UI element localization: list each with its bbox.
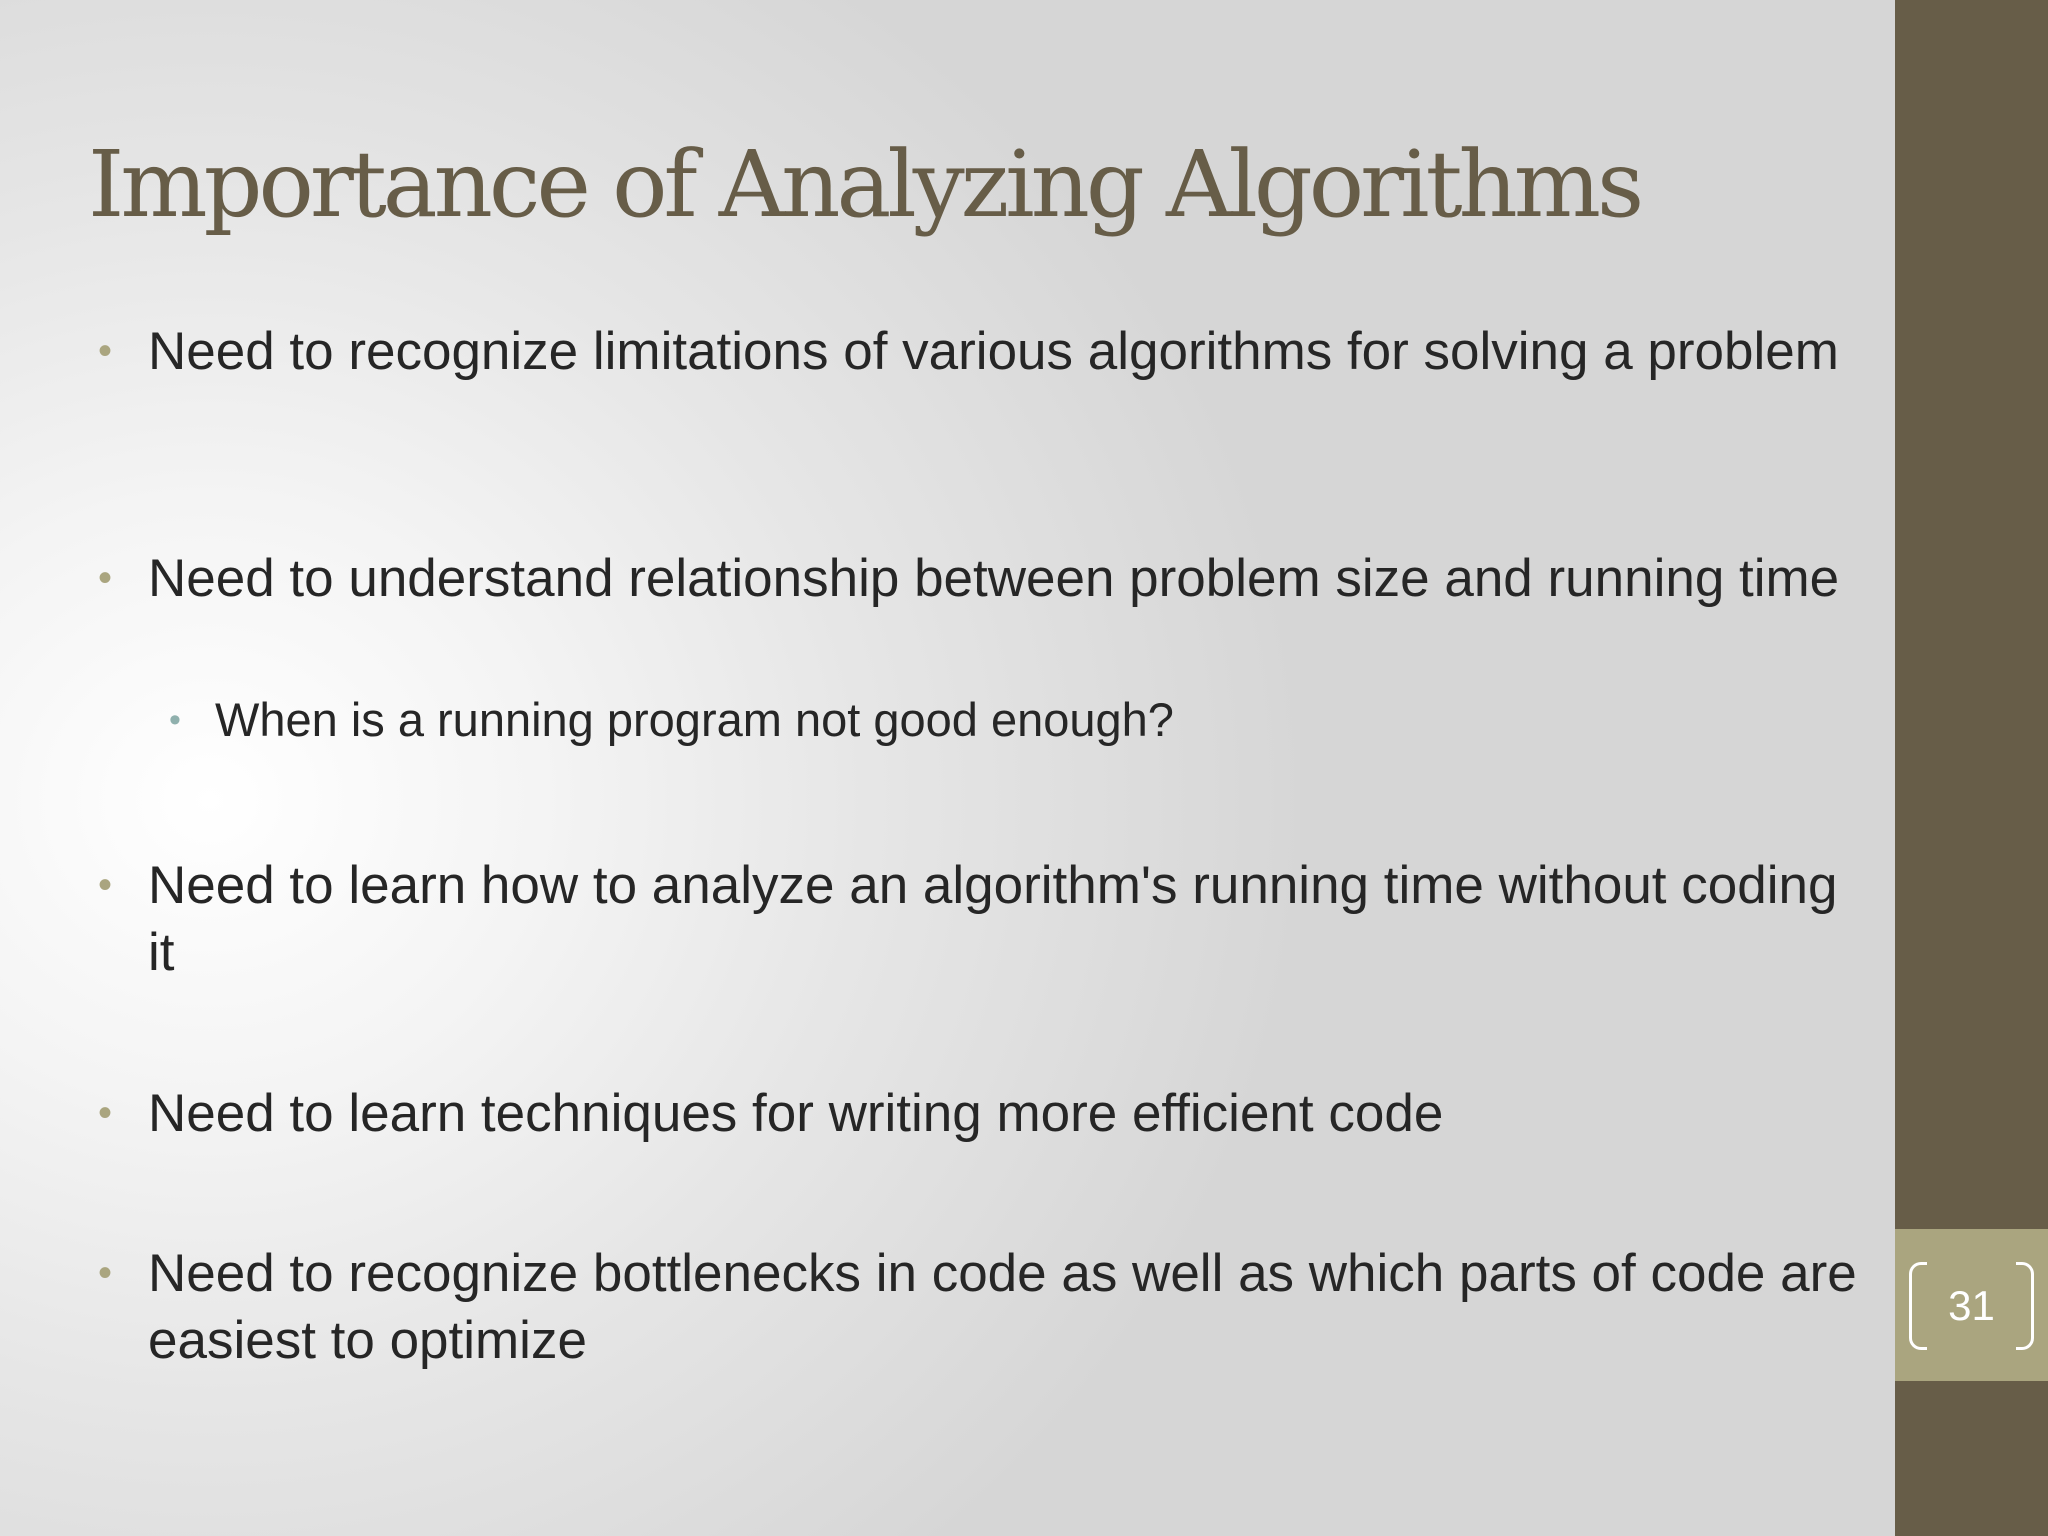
bullet-item — [98, 852, 1878, 986]
bullet-item — [98, 318, 1878, 385]
slide-title: Importance of Analyzing Algorithms — [88, 131, 1641, 238]
bullet-item — [98, 545, 1878, 612]
bullet-dot-icon: • — [98, 1251, 113, 1295]
bullet-dot-icon: • — [98, 556, 113, 600]
bullet-dot-icon: • — [98, 1091, 113, 1135]
sub-bullet-item — [169, 690, 1174, 750]
bullet-item — [98, 1240, 1878, 1374]
sub-bullet-text: When is a running program not good enough? — [215, 693, 1174, 746]
bullet-text: Need to recognize limitations of various algorithms for solving a problem — [148, 322, 1839, 381]
page-number: 31 — [1948, 1282, 1995, 1329]
bullet-text: Need to recognize bottlenecks in code as well as which parts of code are easiest to optimize — [148, 1244, 1857, 1370]
bullet-text: Need to understand relationship between problem size and running time — [148, 549, 1840, 608]
bullet-text: Need to learn how to analyze an algorithm's running time without coding it — [148, 856, 1838, 982]
page-number-box — [1895, 1229, 2048, 1381]
bullet-text: Need to learn techniques for writing more efficient code — [148, 1084, 1444, 1143]
right-bracket-icon — [2016, 1262, 2034, 1350]
bullet-item — [98, 1080, 1878, 1147]
bullet-dot-icon: • — [98, 863, 113, 907]
bullet-dot-icon: • — [98, 329, 113, 373]
sub-bullet-dot-icon: • — [169, 701, 181, 739]
